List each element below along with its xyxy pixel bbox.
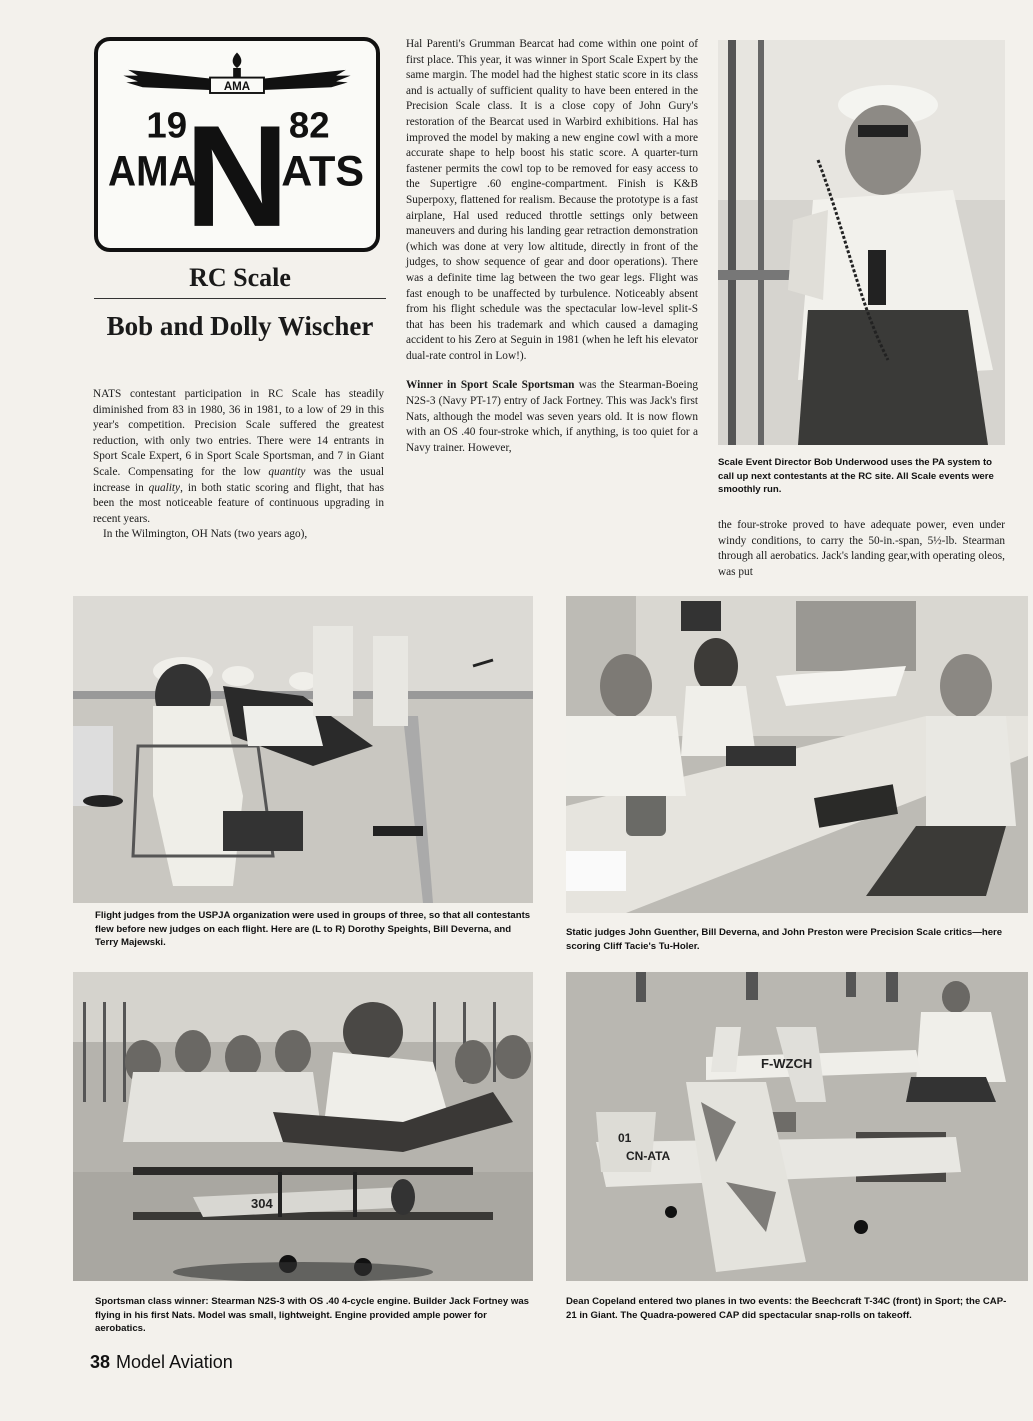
- ama-badge-text: AMA: [223, 81, 251, 94]
- title-divider: [94, 298, 386, 299]
- photo-flight-judges: [73, 596, 533, 903]
- photo-sportsman-winner: [73, 972, 533, 1281]
- col1-paragraph-2: In the Wilmington, OH Nats (two years ago),: [103, 528, 308, 541]
- article-column-1: [93, 387, 384, 543]
- col2-paragraph-1: Hal Parenti's Grumman Bearcat had come within one point of first place. This year, it was winner in Sport Scale Expert by the same margin. The model had the highest static score in its class and is actually of sufficient quality to have been entered in the Precision Scale class. It is a close copy of John Gury's restoration of the Bearcat used in Warbird exhibitions. Hal has improved the model by making a new engine cowl with a more accurate shape to help boost his static score. A quarter-turn fastener permits the cowl top to be removed for easy access to the Supertigre .60 engine-compartment. Finish is K&B Superpoxy, flattened for realism. Because the prototype is a fast airplane, Hal used reduced throttle settings only between maneuvers and during his landing gear retraction demonstration (which was done at very low altitude, directly in front of the judges, to show sequence of gear and door operations). There was a definite time lag between the two gear legs. Flight was fast enough to be unaffected by turbulence. Noticeably absent from his flight schedule was the spectacular low-level split-S that has been his trademark and which caused a damaging accident to his Zero at Seguin in 1981 (when he left his elevator dual-rate control in Low!).: [406, 38, 698, 362]
- page-folio: [90, 1352, 233, 1373]
- col1-italic-quantity: quantity: [268, 465, 306, 478]
- logo-word-left: AMA: [107, 147, 197, 195]
- big-n-letter: N: [184, 94, 290, 248]
- ama-nats-emblem: [98, 41, 376, 248]
- col2-text-rest: was the Stearman-Boeing N2S-3 (Navy PT-17) entry of Jack Fortney. This was Jack's first Nats, although the model was seven years old. It is now flown with an OS .40 four-stroke which, if anything, is too quiet for a Navy trainer. However,: [406, 379, 698, 454]
- caption-sportsman-winner: Sportsman class winner: Stearman N2S-3 with OS .40 4-cycle engine. Builder Jack Fortney was flying in his first Nats. Model was small, lightweight. Engine provided ample power for aerobatics.: [95, 1296, 530, 1334]
- logo-year-right: 82: [288, 104, 330, 146]
- article-column-2: [406, 37, 698, 456]
- torch-emblem: [233, 53, 242, 78]
- col1-text-b: was the usual increase in: [93, 465, 384, 494]
- ama-nats-logo: [94, 37, 380, 252]
- caption-copeland-planes: Dean Copeland entered two planes in two events: the Beechcraft T-34C (front) in Sport; the CAP-21 in Giant. The Quadra-powered CAP did spectacular snap-rolls on takeoff.: [566, 1296, 1007, 1321]
- col1-text-c: , in both static scoring and flight, that has been the most noticeable feature of continuous upgrading in recent years.: [93, 481, 384, 525]
- caption-static-judges: Static judges John Guenther, Bill Deverna, and John Preston were Precision Scale critics—here scoring Cliff Tacie's Tu-Holer.: [566, 927, 1003, 952]
- t34c-registration: CN-ATA: [626, 1149, 671, 1163]
- col1-paragraph-1: [93, 387, 384, 527]
- col3-paragraph-1: the four-stroke proved to have adequate power, even under windy conditions, to carry the 50-in.-span, 5½-lb. Stearman through all aerobatics. Jack's landing gear,with operating oleos, was put: [718, 519, 1005, 578]
- col1-italic-quality: quality: [148, 481, 181, 494]
- col2-paragraph-2: [406, 378, 698, 456]
- caption-event-director: Scale Event Director Bob Underwood uses the PA system to call up next contestants at the RC site. All Scale events were smoothly run.: [718, 457, 994, 495]
- t34c-number: 01: [618, 1131, 632, 1145]
- page-number: 38: [90, 1352, 111, 1372]
- section-title: RC Scale: [189, 263, 291, 292]
- photo-static-judges: [566, 596, 1028, 913]
- article-headline: Bob and Dolly Wischer: [106, 311, 374, 341]
- caption-flight-judges: Flight judges from the USPJA organization were used in groups of three, so that all contestants flew before new judges on each flight. Here are (L to R) Dorothy Speights, Bill Deverna, and Terry Majewski.: [95, 910, 531, 948]
- logo-word-right: ATS: [281, 147, 365, 195]
- photo-copeland-planes: [566, 972, 1028, 1281]
- magazine-name: Model Aviation: [116, 1352, 233, 1372]
- cap21-registration: F-WZCH: [761, 1056, 813, 1071]
- photo-event-director: [718, 40, 1005, 445]
- col2-bold-lead: Winner in Sport Scale Sportsman: [406, 379, 575, 392]
- article-column-3: [718, 518, 1005, 580]
- col1-text-a: NATS contestant participation in RC Scale has steadily diminished from 83 in 1980, 36 in 1981, to a low of 29 in this year's competition. Precision Scale suffered the greatest reduction, with only two entries. There were 14 entrants in Sport Scale Expert, 6 in Sport Scale Sportsman, and 7 in Giant Scale. Compensating for the low: [93, 388, 384, 478]
- sportsman-plane-number: 304: [251, 1196, 273, 1211]
- logo-year-left: 19: [146, 104, 188, 146]
